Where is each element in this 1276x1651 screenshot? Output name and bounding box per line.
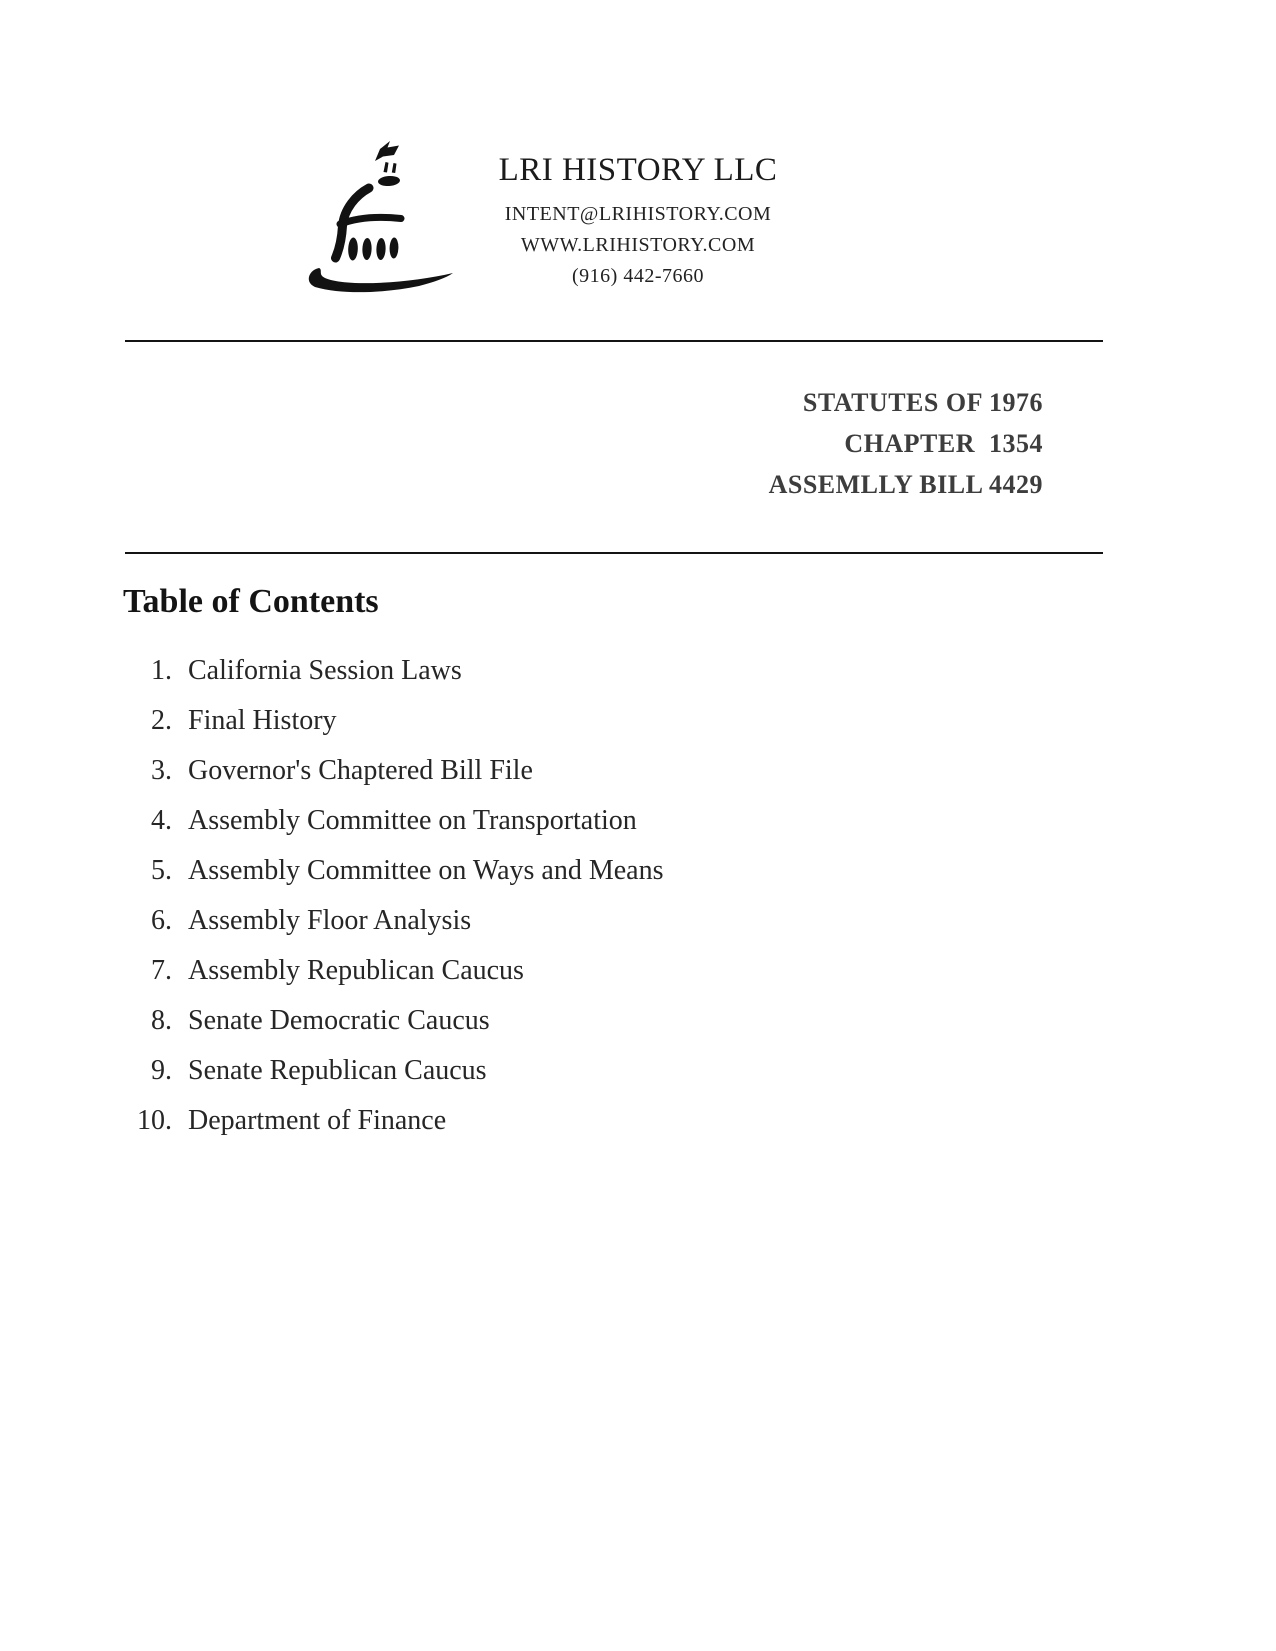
toc-item-label: Senate Republican Caucus <box>188 1055 487 1086</box>
toc-item-label: Final History <box>188 705 337 736</box>
toc-item-number: 5. <box>151 855 172 886</box>
toc-item <box>125 846 664 896</box>
toc-item <box>125 996 664 1046</box>
statutes-line: STATUTES OF 1976 <box>802 388 1043 417</box>
statute-reference-block <box>769 382 1043 505</box>
toc-heading: Table of Contents <box>123 583 379 620</box>
toc-list <box>125 646 664 1146</box>
toc-item-number: 7. <box>151 955 172 986</box>
divider-top <box>125 340 1103 342</box>
toc-item <box>125 796 664 846</box>
toc-item-number: 10. <box>137 1105 172 1136</box>
toc-item <box>125 1046 664 1096</box>
toc-item <box>125 1096 664 1146</box>
toc-item-number: 2. <box>151 705 172 736</box>
assembly-bill-line: ASSEMLLY BILL 4429 <box>768 470 1043 499</box>
toc-item-label: California Session Laws <box>188 655 462 686</box>
toc-item-label: Assembly Republican Caucus <box>188 955 524 986</box>
toc-item-number: 1. <box>151 655 172 686</box>
toc-item <box>125 896 664 946</box>
toc-item <box>125 646 664 696</box>
contact-block <box>412 199 864 292</box>
toc-item-number: 3. <box>151 755 172 786</box>
website-text: WWW.LRIHISTORY.COM <box>520 234 756 256</box>
toc-item-label: Department of Finance <box>188 1105 447 1136</box>
letterhead <box>412 150 864 292</box>
divider-bottom <box>125 552 1103 554</box>
toc-item-label: Assembly Committee on Transportation <box>188 805 637 836</box>
toc-item-number: 8. <box>151 1005 172 1036</box>
toc-item-number: 9. <box>151 1055 172 1086</box>
company-name: LRI HISTORY LLC <box>498 152 778 188</box>
email-text: INTENT@LRIHISTORY.COM <box>504 203 772 225</box>
toc-item <box>125 746 664 796</box>
toc-item <box>125 946 664 996</box>
toc-item-label: Governor's Chaptered Bill File <box>188 755 533 786</box>
toc-item-label: Assembly Committee on Ways and Means <box>188 855 664 886</box>
chapter-line: CHAPTER 1354 <box>844 429 1043 458</box>
toc-item <box>125 696 664 746</box>
toc-item-number: 4. <box>151 805 172 836</box>
toc-item-number: 6. <box>151 905 172 936</box>
toc-item-label: Senate Democratic Caucus <box>188 1005 490 1036</box>
phone-text: (916) 442-7660 <box>572 265 704 287</box>
toc-item-label: Assembly Floor Analysis <box>188 905 472 936</box>
